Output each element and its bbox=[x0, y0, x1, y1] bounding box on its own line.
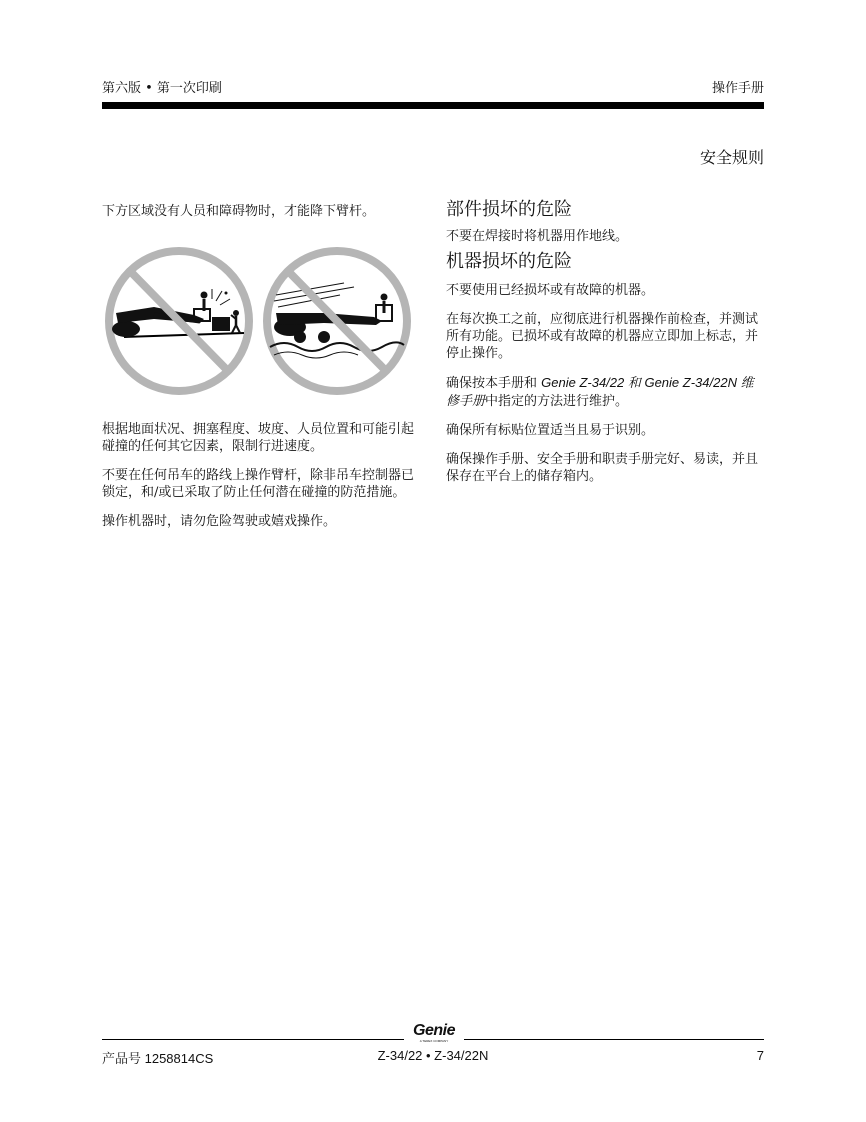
footer-models: Z-34/22 • Z-34/22N bbox=[377, 1048, 489, 1063]
prohibition-illustrations bbox=[104, 243, 414, 399]
genie-logo-tagline: A TEREX COMPANY bbox=[419, 1039, 449, 1043]
heading-component-damage: 部件损坏的危险 bbox=[446, 199, 572, 220]
right-paragraph-maintenance bbox=[446, 374, 764, 410]
heading-machine-damage: 机器损坏的危险 bbox=[446, 251, 572, 272]
right-paragraph-damaged-machine: 不要使用已经损坏或有故障的机器。 bbox=[446, 283, 655, 298]
left-intro: 下方区域没有人员和障碍物时，才能降下臂杆。 bbox=[102, 204, 376, 219]
footer-page-number: 7 bbox=[756, 1048, 764, 1063]
header-edition: 第六版 • 第一次印刷 bbox=[102, 81, 222, 96]
left-paragraph-crane: 不要在任何吊车的路线上操作臂杆，除非吊车控制器已锁定，和/或已采取了防止任何潜在碰撞的防范措施。 bbox=[102, 468, 415, 500]
footer-rule-left bbox=[102, 1039, 404, 1040]
service-manual-title: Genie Z-34/22 和 Genie Z-34/22N 维修手册 bbox=[446, 375, 754, 408]
maintenance-text-pre: 确保按本手册和 bbox=[446, 376, 542, 391]
genie-logo bbox=[404, 1023, 464, 1043]
section-label: 安全规则 bbox=[699, 148, 764, 167]
right-paragraph-decals: 确保所有标贴位置适当且易于识别。 bbox=[446, 423, 655, 438]
no-lower-boom-over-people-icon bbox=[109, 251, 249, 391]
right-paragraph-inspection: 在每次换工之前，应彻底进行机器操作前检查，并测试所有功能。已损坏或有故障的机器应立即加上标志，并停止操作。 bbox=[446, 312, 759, 361]
no-reckless-driving-icon bbox=[267, 251, 407, 391]
footer-rule-right bbox=[464, 1039, 764, 1040]
header-manual-title: 操作手册 bbox=[711, 81, 764, 96]
genie-logo-wordmark: Genie bbox=[413, 1022, 455, 1039]
maintenance-text-post: 中指定的方法进行维护。 bbox=[485, 394, 629, 409]
left-paragraph-reckless: 操作机器时，请勿危险驾驶或嬉戏操作。 bbox=[102, 514, 337, 529]
footer-part-number: 产品号 1258814CS bbox=[102, 1051, 214, 1066]
right-paragraph-manuals: 确保操作手册、安全手册和职责手册完好、易读，并且保存在平台上的储存箱内。 bbox=[446, 452, 759, 484]
header-rule bbox=[102, 102, 764, 109]
left-paragraph-speed: 根据地面状况、拥塞程度、坡度、人员位置和可能引起碰撞的任何其它因素，限制行进速度。 bbox=[102, 422, 415, 454]
right-paragraph-welding: 不要在焊接时将机器用作地线。 bbox=[446, 229, 629, 244]
